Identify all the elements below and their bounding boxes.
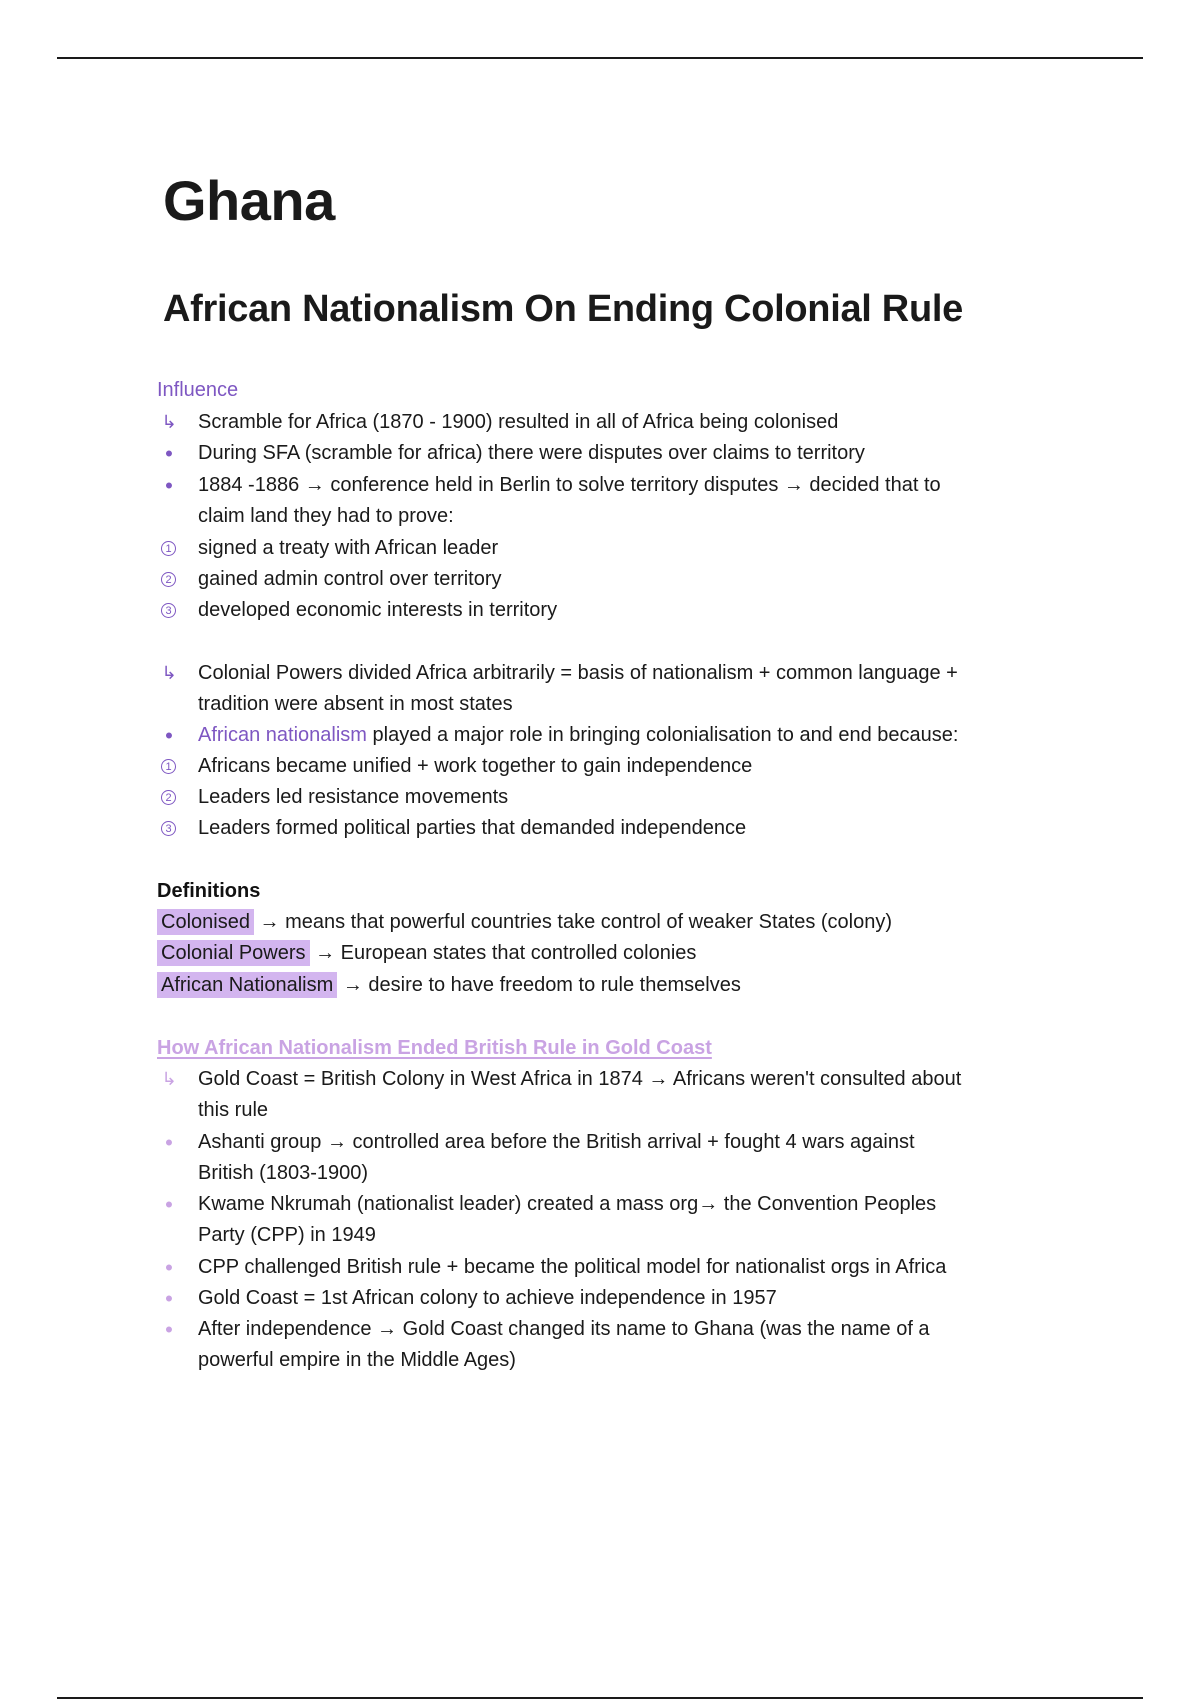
list-item-text-continued: powerful empire in the Middle Ages) — [198, 1349, 516, 1371]
list-item-text — [198, 720, 958, 751]
number-circle-icon: 2 — [161, 790, 176, 805]
definition-term: Colonial Powers — [157, 940, 310, 966]
number-circle-icon: 1 — [161, 759, 176, 774]
page-title: Ghana — [163, 169, 335, 232]
list-item-text: During SFA (scramble for africa) there were disputes over claims to territory — [198, 442, 865, 464]
number-circle-icon: 3 — [161, 603, 176, 618]
list-item-text: Africans became unified + work together to gain independence — [198, 755, 753, 777]
gold-coast-heading[interactable]: How African Nationalism Ended British Rule in Gold Coast — [157, 1037, 712, 1059]
list-item-text-continued: this rule — [198, 1099, 269, 1121]
bullet-icon: • — [165, 723, 173, 748]
definition-text: → means that powerful countries take control of weaker States (colony) — [253, 911, 893, 933]
list-item-text-continued: British (1803-1900) — [198, 1162, 369, 1184]
page-subtitle: African Nationalism On Ending Colonial Rule — [163, 288, 963, 330]
number-circle-icon: 3 — [161, 821, 176, 836]
list-item-text: Leaders led resistance movements — [198, 786, 509, 808]
arrow-return-icon: ↳ — [161, 1069, 177, 1089]
list-item-text-continued: claim land they had to prove: — [198, 505, 454, 527]
list-item-text: gained admin control over territory — [198, 568, 502, 590]
definition-term: Colonised — [157, 909, 254, 935]
number-circle-icon: 1 — [161, 541, 176, 556]
highlighted-term: African nationalism — [198, 724, 367, 746]
arrow-return-icon: ↳ — [161, 663, 177, 683]
list-item-text: Scramble for Africa (1870 - 1900) resulted in all of Africa being colonised — [198, 411, 839, 433]
list-item-text: developed economic interests in territory — [198, 599, 558, 621]
list-item-text: signed a treaty with African leader — [198, 537, 499, 559]
list-item-text: Kwame Nkrumah (nationalist leader) created a mass org→ the Convention Peoples — [198, 1193, 937, 1215]
bullet-icon: • — [165, 441, 173, 466]
bullet-icon: • — [165, 1255, 173, 1280]
definitions-label: Definitions — [157, 880, 261, 902]
list-item-text-continued: Party (CPP) in 1949 — [198, 1224, 376, 1246]
list-item-text: CPP challenged British rule + became the political model for nationalist orgs in Africa — [198, 1256, 947, 1278]
list-item-text-rest: played a major role in bringing colonialisation to and end because: — [366, 724, 959, 746]
definition-item — [157, 970, 741, 1001]
bullet-icon: • — [165, 1286, 173, 1311]
definition-text: → European states that controlled colonies — [309, 942, 697, 964]
list-item-text: Colonial Powers divided Africa arbitrarily = basis of nationalism + common language + — [198, 662, 958, 684]
list-item-text: Leaders formed political parties that demanded independence — [198, 817, 747, 839]
arrow-return-icon: ↳ — [161, 412, 177, 432]
bullet-icon: • — [165, 1192, 173, 1217]
list-item-text: Gold Coast = 1st African colony to achieve independence in 1957 — [198, 1287, 777, 1309]
bullet-icon: • — [165, 1317, 173, 1342]
definition-term: African Nationalism — [157, 972, 337, 998]
bullet-icon: • — [165, 1130, 173, 1155]
bullet-icon: • — [165, 473, 173, 498]
bottom-rule — [57, 1697, 1143, 1699]
number-circle-icon: 2 — [161, 572, 176, 587]
influence-label: Influence — [157, 379, 239, 401]
list-item-text: 1884 -1886 → conference held in Berlin to solve territory disputes → decided that to — [198, 474, 941, 496]
list-item-text: Gold Coast = British Colony in West Africa in 1874 → Africans weren't consulted about — [198, 1068, 962, 1090]
definition-item — [157, 938, 696, 969]
list-item-text-continued: tradition were absent in most states — [198, 693, 513, 715]
top-rule — [57, 57, 1143, 59]
definition-text: → desire to have freedom to rule themselves — [337, 974, 741, 996]
definition-item — [157, 907, 892, 938]
list-item-text: Ashanti group → controlled area before the British arrival + fought 4 wars against — [198, 1131, 915, 1153]
list-item-text: After independence → Gold Coast changed its name to Ghana (was the name of a — [198, 1318, 930, 1340]
